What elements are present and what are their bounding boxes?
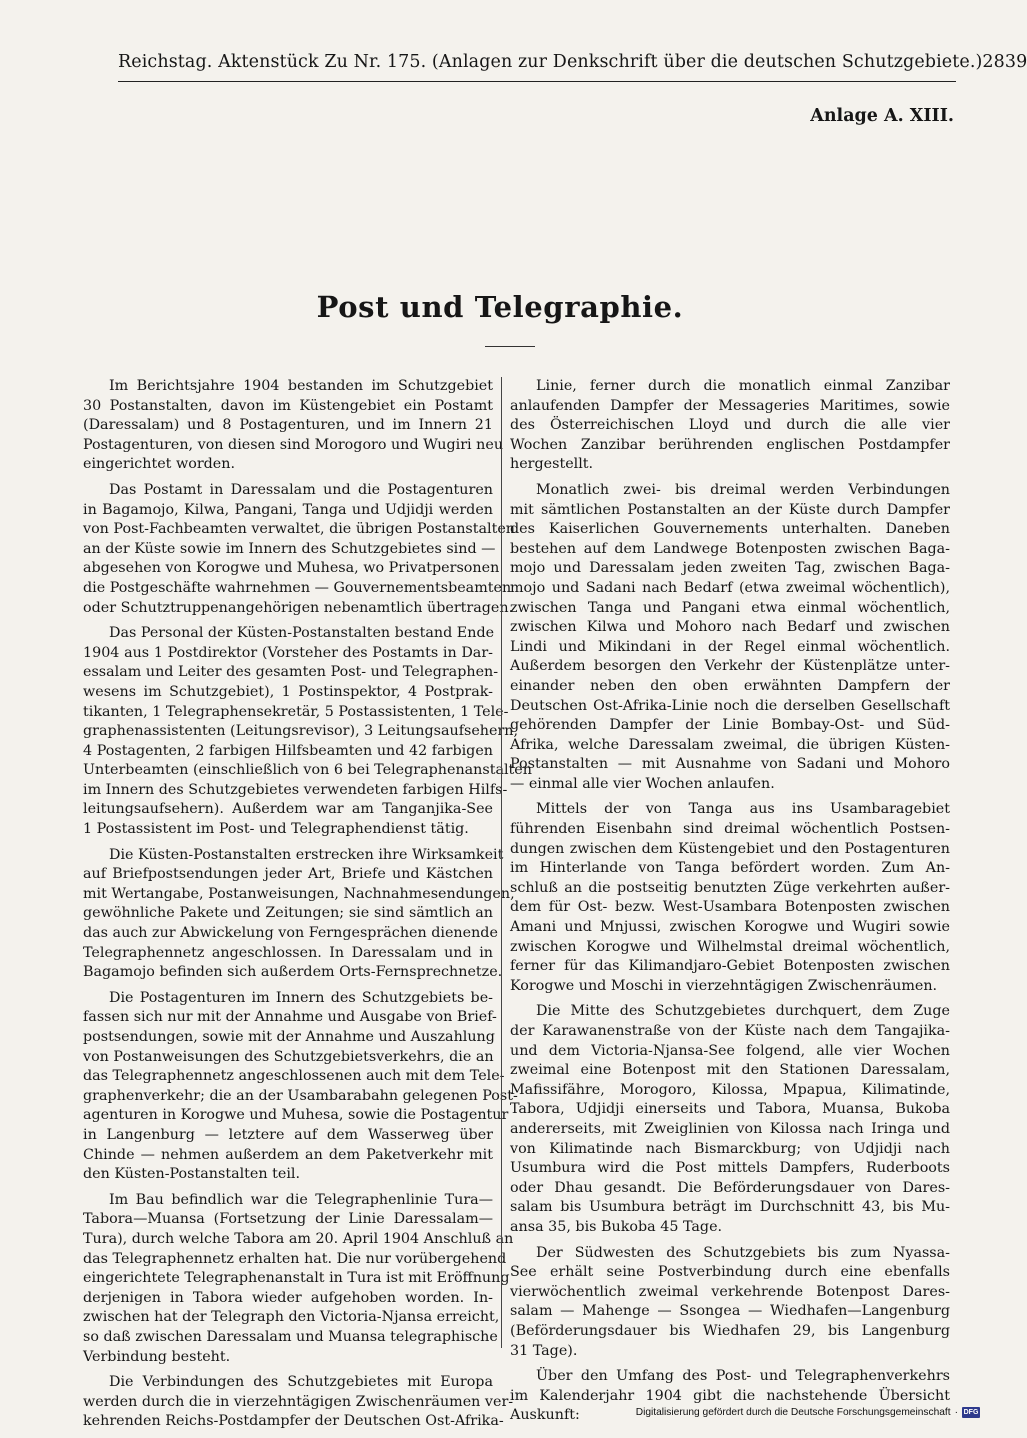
text-line: von Kilimatinde nach Bismarckburg; von Udjidji nach xyxy=(510,1140,950,1157)
text-line: (Beförderungsdauer bis Wiedhafen 29, bis Langenburg xyxy=(510,1322,950,1339)
paragraph xyxy=(83,624,532,840)
text-line: schluß an die postseitig benutzten Züge verkehrten außer- xyxy=(510,879,950,896)
text-line: 1 Postassistent im Post- und Telegraphendienst tätig. xyxy=(83,821,469,838)
text-line: Wochen Zanzibar berührenden englischen Postdampfer xyxy=(510,436,950,453)
text-line: im Innern des Schutzgebietes verwendeten farbigen Hilfs- xyxy=(83,781,508,798)
text-line: Das Personal der Küsten-Postanstalten bestand Ende xyxy=(109,625,495,642)
text-line: Im Berichtsjahre 1904 bestanden im Schutzgebiet xyxy=(109,378,493,394)
text-line: eingerichtete Telegraphenanstalt in Tura ist mit Eröffnung xyxy=(83,1270,510,1287)
paragraph xyxy=(510,377,950,475)
text-line: Usumbura wird die Post mittels Dampfers, Ruderboots xyxy=(510,1160,950,1177)
text-line: Die Postagenturen im Innern des Schutzgebiets be- xyxy=(109,989,493,1006)
right-column xyxy=(510,377,950,1432)
paragraph xyxy=(83,1191,514,1367)
text-line: graphenverkehr; die an der Usambarabahn gelegenen Post- xyxy=(83,1087,518,1104)
paragraph xyxy=(510,1002,950,1237)
paragraph xyxy=(83,1373,514,1432)
section-title: Post und Telegraphie. xyxy=(316,290,684,324)
text-line: im Kalenderjahr 1904 gibt die nachstehende Übersicht xyxy=(510,1387,950,1404)
paragraph xyxy=(83,989,518,1185)
text-line: Auskunft: xyxy=(510,1407,580,1424)
text-line: derjenigen in Tabora wieder aufgehoben worden. In- xyxy=(83,1289,493,1306)
footer-separator: · xyxy=(954,1407,958,1418)
text-line: mojo und Sadani nach Bedarf (etwa zweimal wöchentlich), xyxy=(510,579,950,596)
text-line: von Post-Fachbeamten verwaltet, die übrigen Postanstalten xyxy=(83,521,515,538)
text-line: 4 Postagenten, 2 farbigen Hilfsbeamten und 42 farbigen xyxy=(83,742,493,759)
text-line: Korogwe und Moschi in vierzehntägigen Zwischenräumen. xyxy=(510,977,938,994)
page-number: 2839 xyxy=(982,52,1027,72)
paragraph xyxy=(83,377,504,475)
text-line: Tabora, Udjidji einerseits und Tabora, Muansa, Bukoba xyxy=(510,1101,950,1118)
text-line: einander neben den oben erwähnten Dampfern der xyxy=(510,677,950,694)
text-line: Postagenturen, von diesen sind Morogoro und Wugiri neu xyxy=(83,436,504,453)
text-line: andererseits, mit Zweiglinien von Kilossa nach Iringa und xyxy=(510,1120,950,1137)
text-line: postsendungen, sowie mit der Annahme und Auszahlung xyxy=(83,1029,495,1045)
text-line: ansa 35, bis Bukoba 45 Tage. xyxy=(510,1218,723,1235)
header-rule xyxy=(118,81,956,82)
paragraph xyxy=(83,481,515,618)
text-line: von Postanweisungen des Schutzgebietsverkehrs, die an xyxy=(83,1048,494,1065)
text-line: tikanten, 1 Telegraphensekretär, 5 Postassistenten, 1 Tele- xyxy=(83,703,509,720)
text-line: Im Bau befindlich war die Telegraphenlinie Tura— xyxy=(109,1191,493,1208)
text-line: so daß zwischen Daressalam und Muansa telegraphische xyxy=(83,1328,498,1345)
text-line: führenden Eisenbahn sind dreimal wöchentlich Postsen- xyxy=(510,821,950,838)
text-line: Außerdem besorgen den Verkehr der Küstenplätze unter- xyxy=(510,658,950,675)
text-line: wesens im Schutzgebiet), 1 Postinspektor, 4 Postprak- xyxy=(83,683,493,700)
text-line: zwischen Tanga und Pangani etwa einmal wöchentlich, xyxy=(510,599,950,616)
text-line: mojo und Daressalam jeden zweiten Tag, zwischen Baga- xyxy=(510,560,950,577)
text-line: zwischen Kilwa und Mohoro nach Bedarf und zwischen xyxy=(510,619,950,636)
text-line: mit sämtlichen Postanstalten an der Küste durch Dampfer xyxy=(510,501,950,518)
running-header xyxy=(118,52,1027,72)
text-line: den Küsten-Postanstalten teil. xyxy=(83,1166,301,1183)
text-line: zweimal eine Botenpost mit den Stationen Daressalam, xyxy=(510,1062,950,1079)
text-line: salam — Mahenge — Ssongea — Wiedhafen—Langenburg xyxy=(510,1303,950,1320)
text-line: des Kaiserlichen Gouvernements unterhalten. Daneben xyxy=(510,521,950,538)
text-line: Die Mitte des Schutzgebietes durchquert, dem Zuge xyxy=(536,1003,950,1020)
annex-label: Anlage A. XIII. xyxy=(810,106,954,126)
text-line: — einmal alle vier Wochen anlaufen. xyxy=(510,775,775,792)
text-line: in Bagamojo, Kilwa, Pangani, Tanga und Udjidji werden xyxy=(83,501,493,518)
text-line: Amani und Mnjussi, zwischen Korogwe und Wugiri sowie xyxy=(510,919,950,936)
text-line: Afrika, welche Daressalam zweimal, die übrigen Küsten- xyxy=(510,736,950,753)
text-line: zwischen Korogwe und Wilhelmstal dreimal wöchentlich, xyxy=(510,938,950,955)
text-line: anlaufenden Dampfer der Messageries Maritimes, sowie xyxy=(510,397,950,414)
text-line: Chinde — nehmen außerdem an dem Paketverkehr mit xyxy=(83,1146,493,1163)
text-line: salam bis Usumbura beträgt im Durchschnitt 43, bis Mu- xyxy=(510,1199,950,1216)
text-line: mit Wertangabe, Postanweisungen, Nachnahmesendungen, xyxy=(83,885,515,902)
text-line: Die Verbindungen des Schutzgebietes mit Europa xyxy=(109,1374,493,1391)
text-line: werden durch die in vierzehntägigen Zwischenräumen ver- xyxy=(83,1393,514,1410)
text-line: oder Dhau gesandt. Die Beförderungsdauer von Dares- xyxy=(510,1179,950,1196)
text-line: Der Südwesten des Schutzgebiets bis zum Nyassa- xyxy=(536,1244,950,1261)
text-line: der Karawanenstraße von der Küste nach dem Tangajika- xyxy=(510,1023,950,1039)
text-line: Linie, ferner durch die monatlich einmal Zanzibar xyxy=(536,378,950,394)
text-line: das Telegraphennetz angeschlossenen auch mit dem Tele- xyxy=(83,1068,505,1085)
text-line: Verbindung besteht. xyxy=(83,1348,231,1365)
text-line: 30 Postanstalten, davon im Küstengebiet ein Postamt xyxy=(83,397,493,414)
paragraph xyxy=(83,846,515,983)
text-line: oder Schutztruppenangehörigen nebenamtlich übertragen. xyxy=(83,599,514,616)
text-line: vierwöchentlich zweimal verkehrende Botenpost Dares- xyxy=(510,1283,950,1300)
text-line: zwischen hat der Telegraph den Victoria-Njansa erreicht, xyxy=(83,1309,500,1326)
text-line: Bagamojo befinden sich außerdem Orts-Fernsprechnetze. xyxy=(83,964,503,981)
paragraph xyxy=(510,1244,950,1362)
text-line: eingerichtet worden. xyxy=(83,456,236,473)
footer-text: Digitalisierung gefördert durch die Deutsche Forschungsgemeinschaft xyxy=(635,1407,951,1418)
text-line: im Hinterlande von Tanga befördert worden. Zum An- xyxy=(510,860,950,877)
text-line: und dem Victoria-Njansa-See folgend, alle vier Wochen xyxy=(510,1042,950,1059)
text-line: dem für Ost- bezw. West-Usambara Botenposten zwischen xyxy=(510,899,950,916)
digitization-footer xyxy=(636,1407,980,1418)
paragraph xyxy=(510,800,950,996)
paragraph xyxy=(510,481,950,795)
text-line: Tura), durch welche Tabora am 20. April 1904 Anschluß an xyxy=(83,1230,514,1247)
text-line: auf Briefpostsendungen jeder Art, Briefe und Kästchen xyxy=(83,866,493,883)
text-line: See erhält seine Postverbindung durch eine ebenfalls xyxy=(510,1264,950,1281)
running-title: Reichstag. Aktenstück Zu Nr. 175. (Anlagen zur Denkschrift über die deutschen Schutzgebiete.) xyxy=(118,52,983,72)
text-line: Tabora—Muansa (Fortsetzung der Linie Daressalam— xyxy=(83,1211,493,1228)
text-line: gehörenden Dampfer der Linie Bombay-Ost- und Süd- xyxy=(510,717,950,734)
text-line: 1904 aus 1 Postdirektor (Vorsteher des Postamts in Dar- xyxy=(83,644,493,661)
title-rule xyxy=(485,346,535,347)
text-line: Unterbeamten (einschließlich von 6 bei Telegraphenanstalten xyxy=(83,762,532,779)
text-line: Das Postamt in Daressalam und die Postagenturen xyxy=(109,481,493,498)
text-line: an der Küste sowie im Innern des Schutzgebietes sind — xyxy=(83,540,496,557)
text-line: Die Küsten-Postanstalten erstrecken ihre Wirksamkeit xyxy=(109,846,504,863)
left-column xyxy=(83,377,532,1438)
text-line: Monatlich zwei- bis dreimal werden Verbindungen xyxy=(536,481,950,498)
column-divider xyxy=(501,377,502,1348)
text-line: Mafissifähre, Morogoro, Kilossa, Mpapua, Kilimatinde, xyxy=(510,1081,950,1098)
text-line: essalam und Leiter des gesamten Post- und Telegraphen- xyxy=(83,664,499,681)
text-line: fassen sich nur mit der Annahme und Ausgabe von Brief- xyxy=(83,1009,497,1026)
text-line: (Daressalam) und 8 Postagenturen, und im Innern 21 xyxy=(83,417,493,434)
text-line: das auch zur Abwickelung von Ferngesprächen dienende xyxy=(83,925,498,942)
dfg-logo-icon: DFG xyxy=(963,1409,979,1416)
text-line: ferner für das Kilimandjaro-Gebiet Botenposten zwischen xyxy=(510,958,950,975)
text-line: gewöhnliche Pakete und Zeitungen; sie sind sämtlich an xyxy=(83,905,493,922)
text-line: 31 Tage). xyxy=(510,1342,578,1359)
text-line: Lindi und Mikindani in der Regel einmal wöchentlich. xyxy=(510,638,950,655)
text-line: hergestellt. xyxy=(510,456,594,473)
text-line: Über den Umfang des Post- und Telegraphenverkehrs xyxy=(536,1368,950,1385)
text-line: Deutschen Ost-Afrika-Linie noch die derselben Gesellschaft xyxy=(510,697,950,714)
text-line: die Postgeschäfte wahrnehmen — Gouvernementsbeamten xyxy=(83,579,512,596)
text-line: dungen zwischen dem Küstengebiet und den Postagenturen xyxy=(510,840,950,857)
text-line: Telegraphennetz angeschlossen. In Daressalam und in xyxy=(83,944,493,961)
text-line: Postanstalten — mit Ausnahme von Sadani und Mohoro xyxy=(510,756,950,773)
text-line: graphenassistenten (Leitungsrevisor), 3 Leitungsaufsehern, xyxy=(83,723,519,740)
text-line: bestehen auf dem Landwege Botenposten zwischen Baga- xyxy=(510,540,950,557)
text-line: das Telegraphennetz erhalten hat. Die nur vorübergehend xyxy=(83,1250,507,1267)
text-line: kehrenden Reichs-Postdampfer der Deutschen Ost-Afrika- xyxy=(83,1413,504,1430)
text-line: des Österreichischen Lloyd und durch die alle vier xyxy=(510,417,950,434)
text-line: Mittels der von Tanga aus ins Usambaragebiet xyxy=(536,801,950,818)
text-line: abgesehen von Korogwe und Muhesa, wo Privatpersonen xyxy=(83,560,500,577)
text-line: agenturen in Korogwe und Muhesa, sowie die Postagentur xyxy=(83,1107,509,1124)
text-line: in Langenburg — letztere auf dem Wasserweg über xyxy=(83,1126,493,1143)
text-line: leitungsaufsehern). Außerdem war am Tanganjika-See xyxy=(83,801,493,818)
